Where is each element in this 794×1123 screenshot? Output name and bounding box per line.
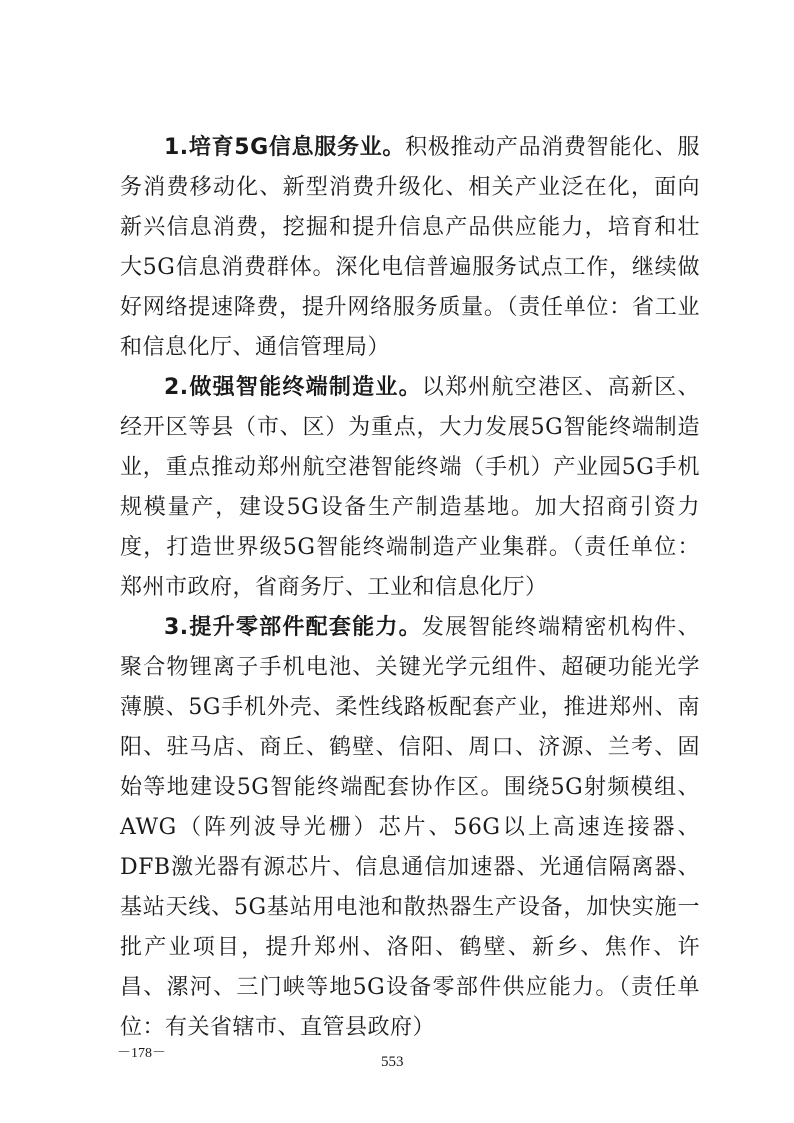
page-number-stamped: 553 (381, 1054, 404, 1070)
paragraph-text: 以郑州航空港区、高新区、经开区等县（市、区）为重点，大力发展5G智能终端制造业，重点推动郑州航空港智能终端（手机）产业园5G手机规模量产，建设5G设备生产制造基地。加大招商引资力度，打造世界级5G智能终端制造产业集群。（责任单位：郑州市政府，省商务厅、工业和信息化厅） (120, 375, 700, 600)
page-number-printed: －178－ (117, 1046, 166, 1061)
paragraph-heading: 1.培育5G信息服务业。 (164, 135, 406, 160)
paragraph-heading: 2.做强智能终端制造业。 (164, 375, 422, 400)
paragraph-5g-info-service (120, 128, 700, 368)
paragraph-components-support (120, 608, 700, 1048)
paragraph-smart-terminal-manufacturing (120, 368, 700, 608)
document-body (120, 128, 700, 1048)
paragraph-text: 积极推动产品消费智能化、服务消费移动化、新型消费升级化、相关产业泛在化，面向新兴信息消费，挖掘和提升信息产品供应能力，培育和壮大5G信息消费群体。深化电信普遍服务试点工作，继续做好网络提速降费，提升网络服务质量。（责任单位：省工业和信息化厅、通信管理局） (120, 135, 700, 360)
paragraph-heading: 3.提升零部件配套能力。 (164, 615, 422, 640)
paragraph-text: 发展智能终端精密机构件、聚合物锂离子手机电池、关键光学元组件、超硬功能光学薄膜、5G手机外壳、柔性线路板配套产业，推进郑州、南阳、驻马店、商丘、鹤壁、信阳、周口、济源、兰考、固始等地建设5G智能终端配套协作区。围绕5G射频模组、AWG（阵列波导光栅）芯片、56G以上高速连接器、DFB激光器有源芯片、信息通信加速器、光通信隔离器、基站天线、5G基站用电池和散热器生产设备，加快实施一批产业项目，提升郑州、洛阳、鹤壁、新乡、焦作、许昌、漯河、三门峡等地5G设备零部件供应能力。（责任单位：有关省辖市、直管县政府） (120, 615, 700, 1040)
